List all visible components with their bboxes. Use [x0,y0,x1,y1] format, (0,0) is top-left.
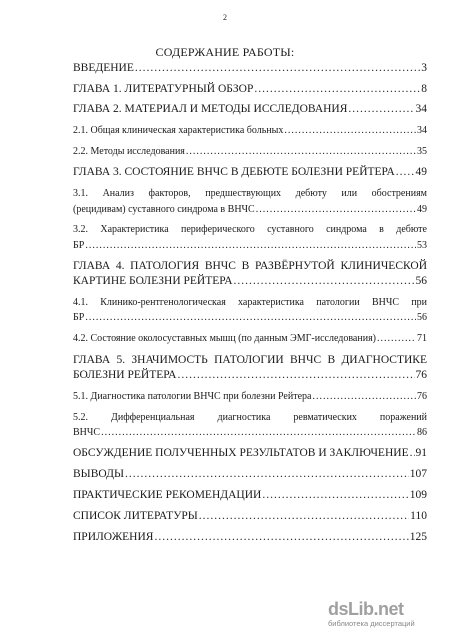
toc-entry-text: ВВЕДЕНИЕ [73,62,134,74]
toc-dot-leader [284,123,416,139]
toc-entry [73,353,427,384]
toc-entry [73,165,427,181]
toc-entry [73,530,427,546]
toc-page-number: 109 [409,489,427,501]
toc-dot-leader [154,530,408,546]
toc-page-number: 3 [421,62,427,74]
toc-entry [73,509,427,525]
toc-entry-text: 3.2. Характеристика периферического суставного синдрома в дебюте [73,224,427,235]
toc-entry-text: БОЛЕЗНИ РЕЙТЕРА [73,369,177,381]
toc-entry [73,82,427,98]
dslib-watermark [328,599,440,629]
toc-page-number: 35 [417,145,427,157]
toc-dot-leader [85,310,416,326]
toc-page-number: 91 [415,447,427,459]
toc-dot-leader [377,331,416,347]
toc-entry-text: ГЛАВА 5. ЗНАЧИМОСТЬ ПАТОЛОГИИ ВНЧС В ДИАГНОСТИКЕ [73,353,427,366]
toc-dot-leader [256,202,416,218]
toc-entry-text: 3.1. Анализ факторов, предшествующих дебюту или обострениям [73,188,427,199]
toc-entry-text: 4.1. Клинико-рентгенологическая характеристика патологии ВНЧС при [73,296,427,308]
toc-dot-leader [410,446,415,462]
toc-dot-leader [254,82,420,98]
toc-entry [73,295,427,326]
toc-dot-leader [177,368,414,384]
toc-entry-text: ОБСУЖДЕНИЕ ПОЛУЧЕННЫХ РЕЗУЛЬТАТОВ И ЗАКЛЮЧЕНИЕ [73,447,409,459]
toc-entry-text: 4.2. Состояние околосуставных мышц (по данным ЭМГ-исследования) [73,333,377,344]
toc-dot-leader [199,509,409,525]
toc-entry-text: ПРАКТИЧЕСКИЕ РЕКОМЕНДАЦИИ [73,489,262,501]
toc-entry-text: 5.1. Диагностика патологии ВНЧС при болезни Рейтера [73,391,312,402]
toc-dot-leader [186,144,416,160]
toc-entry-text: ГЛАВА 4. ПАТОЛОГИЯ ВНЧС В РАЗВЁРНУТОЙ КЛИНИЧЕСКОЙ [73,259,427,272]
dslib-logo: dsLib.net [328,599,404,619]
toc-page-number: 86 [417,427,427,438]
toc-entry [73,488,427,504]
toc-dot-leader [348,102,414,118]
toc-entry [73,467,427,483]
toc-entry [73,410,427,441]
toc-entry-text: ГЛАВА 2. МАТЕРИАЛ И МЕТОДЫ ИССЛЕДОВАНИЯ [73,103,348,115]
toc-dot-leader [234,274,415,290]
toc-page-number: 56 [415,275,427,287]
toc-entry [73,331,427,347]
table-of-contents [73,61,427,551]
toc-entry-text: СПИСОК ЛИТЕРАТУРЫ [73,510,198,522]
toc-entry-text: КАРТИНЕ БОЛЕЗНИ РЕЙТЕРА [73,275,233,287]
toc-entry [73,222,427,253]
toc-entry-text: БР [73,239,85,251]
toc-entry-text: ВНЧС [73,427,101,438]
toc-entry-text: 2.1. Общая клиническая характеристика больных [73,125,284,136]
toc-dot-leader [135,61,420,77]
toc-entry-text: ПРИЛОЖЕНИЯ [73,531,154,543]
toc-page-number: 34 [417,125,427,136]
toc-title: СОДЕРЖАНИЕ РАБОТЫ: [155,45,295,59]
toc-entry-text: ВЫВОДЫ [73,468,124,480]
toc-entry-text: 5.2. Дифференциальная диагностика ревматических поражений [73,411,427,423]
toc-dot-leader [312,389,416,405]
toc-page-number: 107 [409,468,427,480]
toc-entry [73,61,427,77]
toc-page-number: 49 [417,203,427,215]
toc-entry [73,259,427,290]
toc-page-number: 34 [415,103,427,115]
toc-entry [73,144,427,160]
toc-entry-text: ГЛАВА 1. ЛИТЕРАТУРНЫЙ ОБЗОР [73,82,254,95]
toc-dot-leader [396,165,415,181]
toc-page-number: 49 [415,166,427,178]
toc-page-number: 76 [417,391,427,402]
toc-page-number: 125 [409,531,427,543]
toc-page-number: 53 [417,239,427,251]
toc-entry-text: 2.2. Методы исследования [73,145,185,157]
page-number: 2 [223,13,227,22]
toc-entry-text: (рецидивам) суставного синдрома в ВНЧС [73,203,255,215]
toc-entry [73,102,427,118]
toc-dot-leader [101,425,416,441]
toc-page-number: 110 [410,510,427,522]
toc-entry-text: ГЛАВА 3. СОСТОЯНИЕ ВНЧС В ДЕБЮТЕ БОЛЕЗНИ РЕЙТЕРА [73,166,395,178]
toc-page-number: 71 [417,333,427,344]
toc-dot-leader [85,238,416,254]
dslib-tagline: библиотека диссертаций [328,619,415,628]
toc-dot-leader [262,488,408,504]
toc-entry [73,389,427,405]
toc-entry [73,123,427,139]
toc-entry [73,186,427,217]
toc-page-number: 56 [417,312,427,323]
toc-page-number: 76 [415,369,427,381]
toc-entry [73,446,427,462]
toc-dot-leader [125,467,409,483]
toc-page-number: 8 [421,82,427,95]
toc-entry-text: БР [73,312,85,323]
